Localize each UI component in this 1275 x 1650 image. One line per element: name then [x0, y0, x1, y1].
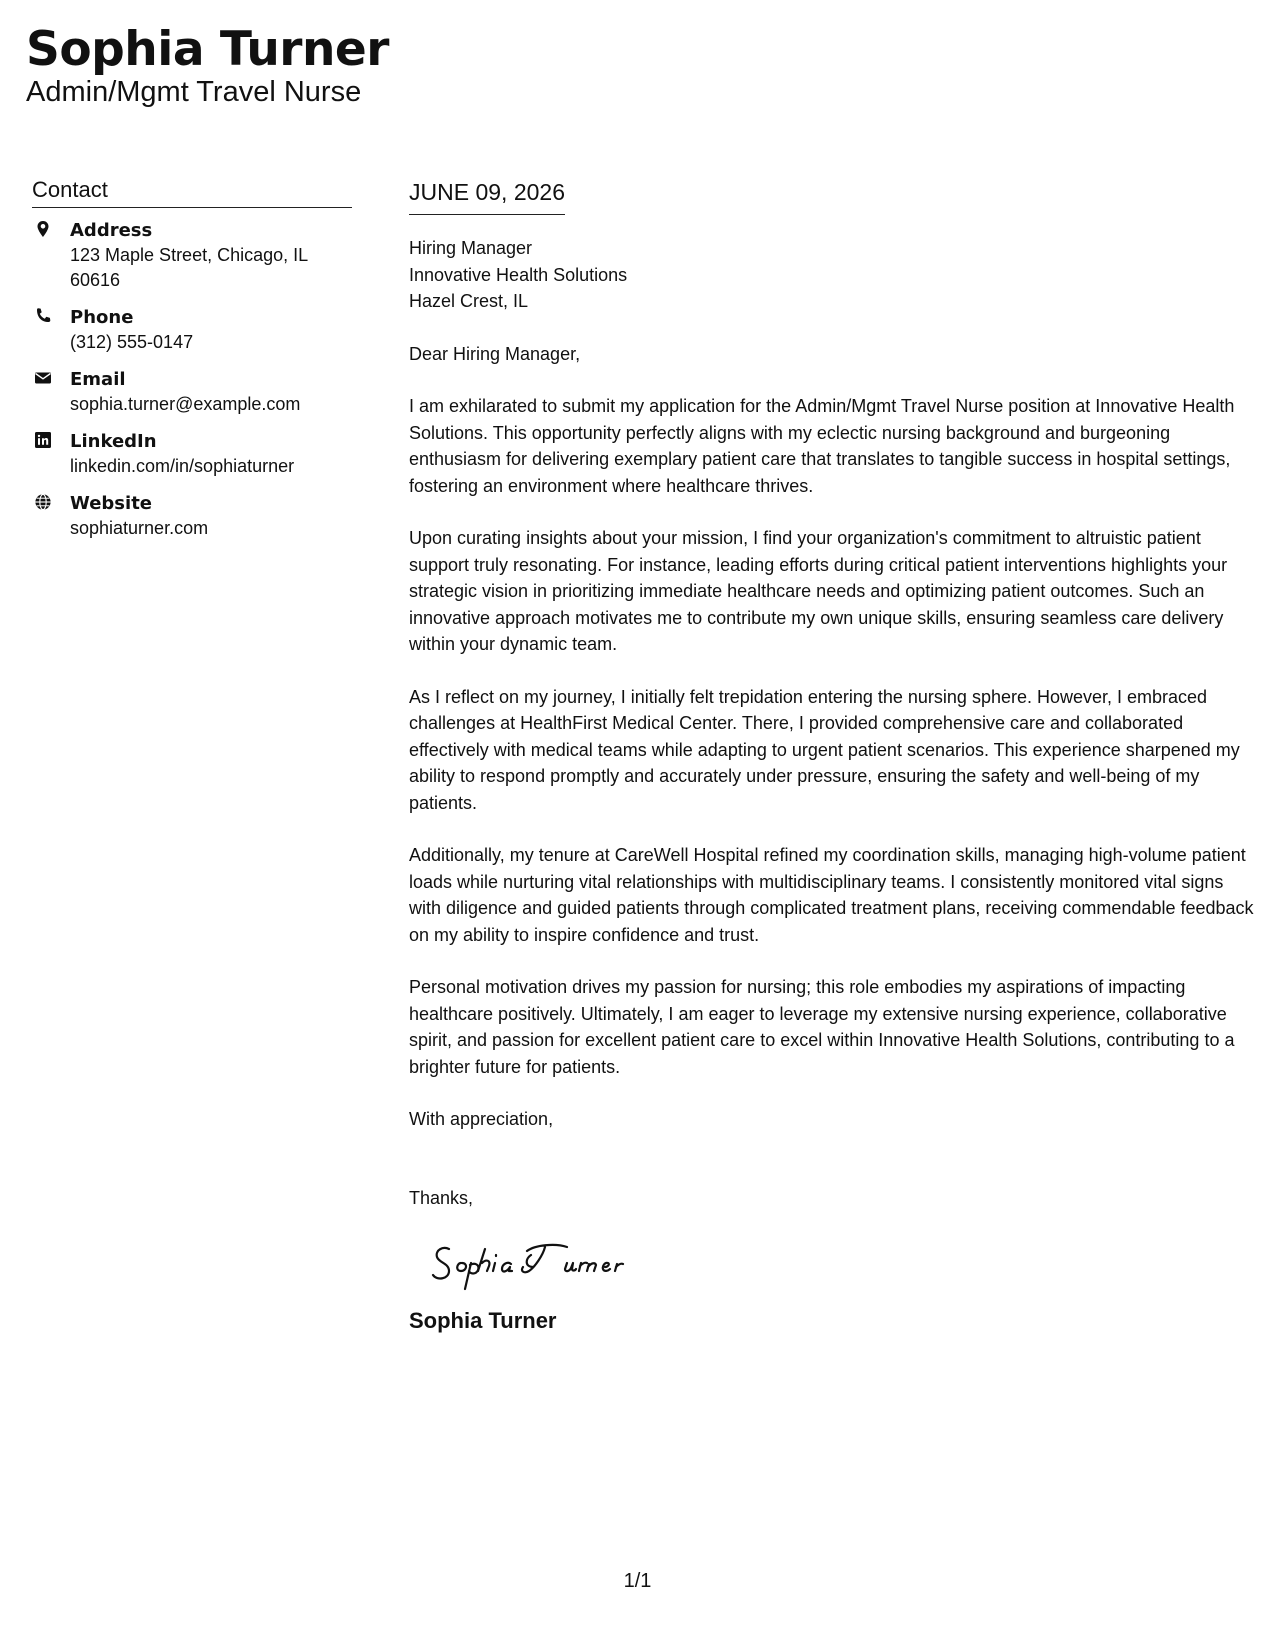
contact-item-linkedin	[32, 429, 352, 479]
contact-item-website	[32, 491, 352, 541]
letter-paragraph: I am exhilarated to submit my application for the Admin/Mgmt Travel Nurse position at Innovative Health Solutions. This opportunity perfectly aligns with my eclectic nursing background and burgeoning enthusiasm for delivering exemplary patient care that translates to tangible success in hospital settings, fostering an environment where healthcare thrives.	[409, 396, 1235, 496]
recipient-line: Hiring Manager	[409, 238, 533, 258]
contact-label: Address	[70, 220, 153, 241]
page-number: 1/1	[623, 1570, 652, 1592]
contact-item-phone	[32, 305, 352, 355]
contact-sidebar	[32, 176, 352, 553]
salutation: Dear Hiring Manager,	[409, 343, 581, 364]
applicant-name: Sophia Turner	[26, 22, 389, 77]
location-pin-icon	[34, 220, 52, 238]
handwritten-signature	[427, 1233, 667, 1291]
website-value: sophiaturner.com	[70, 518, 209, 538]
letter-paragraph: Personal motivation drives my passion for nursing; this role embodies my aspirations of impacting healthcare positively. Ultimately, I am eager to leverage my extensive nursing experience, collaborative spirit, and passion for excellent patient care to excel within Innovative Health Solutions, contributing to a brighter future for patients.	[409, 977, 1235, 1077]
applicant-role: Admin/Mgmt Travel Nurse	[26, 76, 362, 108]
letter-paragraph: Additionally, my tenure at CareWell Hospital refined my coordination skills, managing high-volume patient loads while nurturing vital relationships with multidisciplinary teams. I consistently monitored vital signs with diligence and guided patients through complicated treatment plans, receiving commendable feedback on my ability to inspire confidence and trust.	[409, 845, 1254, 945]
address-value: 123 Maple Street, Chicago, IL 60616	[70, 245, 308, 290]
letter-date: JUNE 09, 2026	[409, 179, 565, 205]
thanks-line: Thanks,	[409, 1187, 474, 1208]
phone-value: (312) 555-0147	[70, 332, 194, 352]
letter-paragraph: Upon curating insights about your mission, I find your organization's commitment to altruistic patient support truly resonating. For instance, leading efforts during critical patient interventions highlights your strategic vision in prioritizing immediate healthcare needs and optimizing patient outcomes. Such an innovative approach motivates me to contribute my own unique skills, ensuring seamless care delivery within your dynamic team.	[409, 528, 1228, 654]
linkedin-icon	[34, 431, 52, 449]
letter-date-block	[409, 176, 565, 215]
signed-name: Sophia Turner	[409, 1308, 557, 1333]
globe-icon	[34, 493, 52, 511]
recipient-line: Hazel Crest, IL	[409, 291, 529, 311]
contact-list	[32, 218, 352, 541]
contact-label: LinkedIn	[70, 431, 157, 452]
linkedin-value: linkedin.com/in/sophiaturner	[70, 456, 295, 476]
contact-section-title: Contact	[32, 176, 352, 208]
cover-letter-body	[409, 176, 1255, 1335]
envelope-icon	[34, 369, 52, 387]
contact-item-address	[32, 218, 352, 293]
contact-label: Website	[70, 493, 153, 514]
contact-item-email	[32, 367, 352, 417]
letter-paragraph: As I reflect on my journey, I initially felt trepidation entering the nursing sphere. However, I embraced challenges at HealthFirst Medical Center. There, I provided comprehensive care and collaborated effectively with medical teams while adapting to urgent patient scenarios. This experience sharpened my ability to respond promptly and accurately under pressure, ensuring the safety and well-being of my patients.	[409, 686, 1240, 813]
phone-icon	[34, 307, 52, 325]
email-value: sophia.turner@example.com	[70, 394, 301, 414]
contact-label: Email	[70, 369, 126, 390]
recipient-line: Innovative Health Solutions	[409, 264, 628, 285]
contact-label: Phone	[70, 307, 134, 328]
closing-line: With appreciation,	[409, 1109, 554, 1129]
recipient-block	[409, 235, 1255, 315]
resume-header	[26, 22, 389, 108]
